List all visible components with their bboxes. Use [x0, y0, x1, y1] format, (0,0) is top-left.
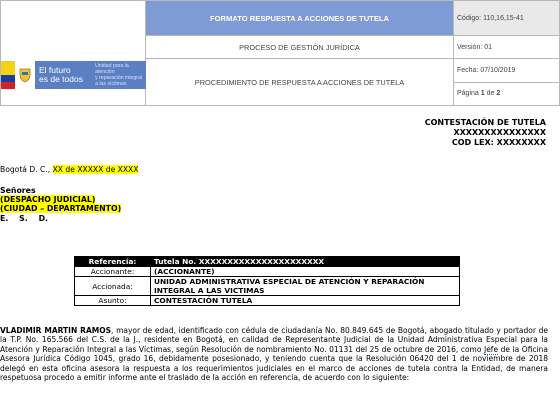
reference-table: [74, 256, 460, 306]
entity-logo: [1, 61, 146, 89]
colombia-flag-icon: [1, 61, 15, 89]
recipient-esd: E. S. D.: [0, 213, 49, 223]
recipient-greeting: Señores: [0, 186, 36, 195]
page-number: 1: [480, 90, 485, 98]
coat-of-arms-icon: [15, 61, 35, 89]
contestacion-title: CONTESTACIÓN DE TUTELA: [424, 118, 546, 127]
page-total: 2: [496, 90, 501, 98]
logo-unit-line2: y reparación integral: [95, 75, 143, 81]
document-header: [0, 0, 560, 106]
doc-date: Fecha: 07/10/2019: [454, 59, 560, 82]
table-row: [75, 277, 460, 296]
signer-name: VLADIMIR MARTIN RAMOS: [0, 326, 111, 335]
doc-code: Código: 110,16,15-41: [454, 1, 560, 36]
process-name: PROCESO DE GESTIÓN JURÍDICA: [146, 36, 454, 59]
accionante-value: (ACCIONANTE): [151, 267, 460, 277]
logo-unit-line3: a las víctimas: [95, 81, 127, 87]
logo-banner: [35, 61, 146, 89]
table-row: [75, 257, 460, 267]
recipient-court: (DESPACHO JUDICIAL): [0, 195, 96, 205]
logo-brand-line1: El futuro: [39, 65, 71, 75]
reference-label: Referencia:: [75, 257, 151, 267]
asunto-label: Asunto:: [75, 296, 151, 306]
lex-code: COD LEX: XXXXXXXX: [451, 138, 546, 147]
contestacion-block: [425, 118, 546, 148]
logo-cell: [1, 1, 146, 106]
table-row: [75, 296, 460, 306]
table-row: [75, 267, 460, 277]
place-date: [0, 165, 138, 174]
intro-text-b: de la Oficina Asesora Jurídica Código 1045, grado 16, debidamente posesionado, y teniendo cuenta que la Resolución 06420 del 1 de noviembre de 2018 delegó en esta oficina asesora la respuesta a los requerimientos judiciales en el marco de acciones de tutela contra la Entidad, de manera respetuosa procedo a emitir informe ante el traslado de la acción en referencia, de acuerdo con lo siguiente:: [0, 344, 548, 383]
asunto-value: CONTESTACIÓN TUTELA: [151, 296, 460, 306]
intro-paragraph: [0, 326, 548, 383]
page-indicator: Página 1 de 2: [454, 82, 560, 105]
procedure-name: PROCEDIMIENTO DE RESPUESTA A ACCIONES DE TUTELA: [146, 59, 454, 106]
recipient-city: (CIUDAD – DEPARTAMENTO): [0, 204, 122, 214]
accionante-label: Accionante:: [75, 267, 151, 277]
case-number: XXXXXXXXXXXXXXX: [453, 128, 546, 137]
place-city: Bogotá D. C.,: [0, 165, 53, 174]
intro-text-a: , mayor de edad, identificado con cédula de ciudadanía No. 80.849.645 de Bogotá, abogado titulado y portador de la T.P. No. 165.566 del C.S. de la J., residente en Bogotá, en calidad de Representante Judicial de la Unidad Administrativa Especial para la Atención y Reparación Integral a las Víctimas, según Resolución de nombramiento No. 01131 del 25 de octubre de 2016, como: [0, 326, 548, 354]
logo-unit-line1: Unidad para la atención: [95, 63, 129, 75]
jefe-word: Jefe: [483, 344, 499, 354]
doc-version: Versión: 01: [454, 36, 560, 59]
accionada-value: UNIDAD ADMINISTRATIVA ESPECIAL DE ATENCIÓN Y REPARACIÓN INTEGRAL A LAS VICTIMAS: [151, 277, 460, 296]
accionada-label: Accionada:: [75, 277, 151, 296]
logo-brand-line2: es de todos: [39, 74, 83, 84]
reference-value: Tutela No. XXXXXXXXXXXXXXXXXXXXXX: [151, 257, 460, 267]
letter-date: XX de XXXXX de XXXX: [52, 165, 139, 174]
format-title: FORMATO RESPUESTA A ACCIONES DE TUTELA: [146, 1, 454, 36]
recipient-block: [0, 186, 121, 223]
